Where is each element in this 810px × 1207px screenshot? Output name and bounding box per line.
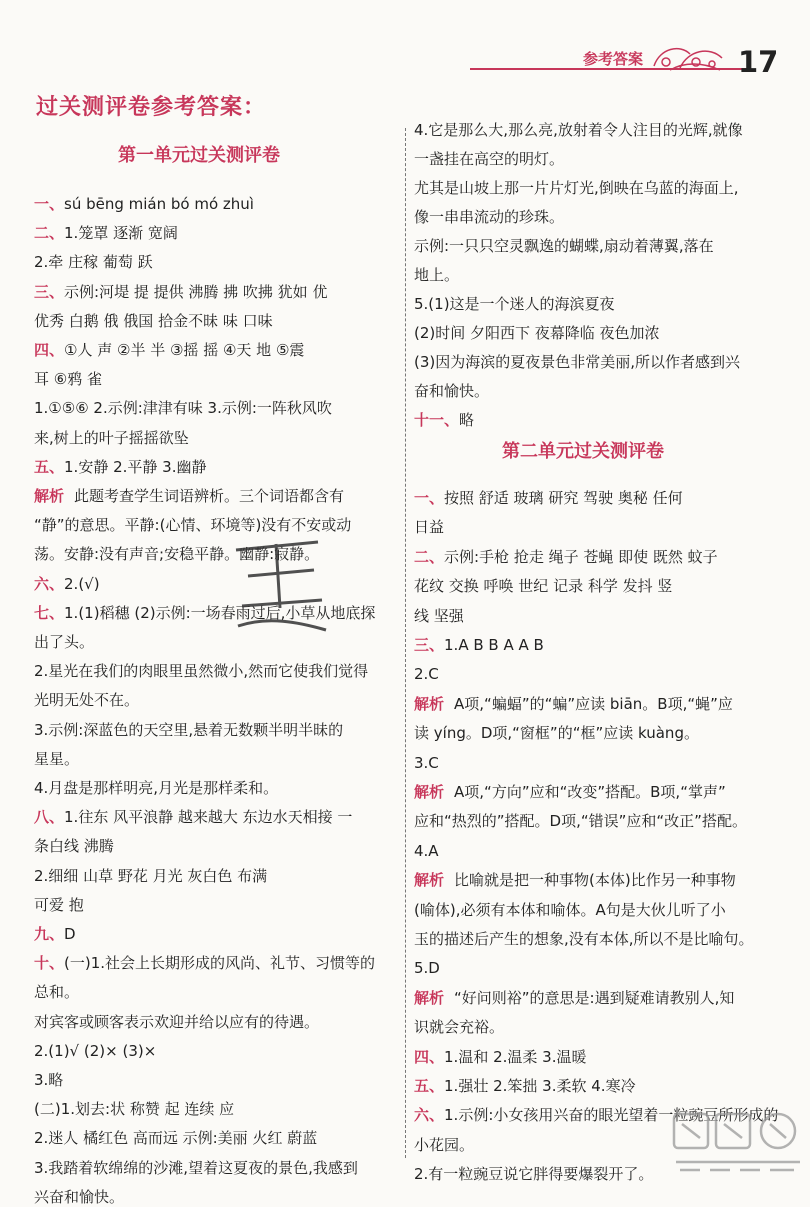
answer-text: “静”的意思。平静:(心情、环境等)没有不安或动 (34, 516, 352, 535)
left-line (34, 1187, 124, 1207)
answer-text: D (64, 925, 76, 943)
left-line (34, 223, 178, 243)
right-line (414, 841, 439, 861)
right-top-line (414, 120, 743, 140)
stamp-seal-icon (218, 530, 338, 660)
answer-text: sú bēng mián bó mó zhuì (64, 195, 254, 213)
swirl-decoration-icon (650, 40, 728, 74)
left-line (34, 486, 344, 506)
answer-text: 读 yíng。D项,“窗框”的“框”应读 kuàng。 (414, 724, 699, 743)
answer-text: 总和。 (34, 983, 80, 1002)
left-line (34, 895, 84, 915)
question-number: 十一、 (414, 411, 460, 429)
left-line (34, 661, 368, 681)
left-line (34, 632, 94, 652)
answer-text: 1.往东 风平浪静 越来越大 东边水天相接 一 (64, 808, 353, 827)
answer-text: 3.略 (34, 1071, 64, 1089)
left-line (34, 1041, 156, 1061)
left-line (34, 1070, 63, 1090)
question-number: 七、 (34, 603, 65, 622)
right-top-line (414, 381, 489, 401)
question-number: 九、 (34, 925, 65, 943)
left-line (34, 194, 254, 214)
answer-text: 3.C (414, 753, 439, 772)
column-divider (405, 128, 406, 1158)
answer-text: 2.迷人 橘红色 高而远 示例:美丽 火红 蔚蓝 (34, 1129, 318, 1148)
right-line (414, 664, 439, 684)
question-number: 六、 (414, 1106, 445, 1125)
analysis-label: 解析 (414, 694, 445, 713)
right-line (414, 988, 734, 1008)
right-line (414, 1047, 587, 1067)
answer-text: A项,“方向”应和“改变”搭配。B项,“掌声” (454, 783, 726, 801)
answer-text: 5.(1)这是一个迷人的海滨夏夜 (414, 295, 615, 313)
right-line (414, 723, 699, 743)
page-header (0, 0, 810, 90)
analysis-label: 解析 (414, 988, 445, 1007)
answer-text: 可爱 抱 (34, 895, 84, 914)
question-number: 五、 (34, 457, 65, 476)
question-number: 二、 (414, 547, 445, 566)
right-top-line (414, 323, 660, 343)
answer-text: 示例:河堤 提 提供 沸腾 拂 吹拂 犹如 优 (64, 282, 328, 301)
left-line (34, 807, 352, 827)
answer-text: 光明无处不在。 (34, 691, 140, 710)
answer-text: 一盏挂在高空的明灯。 (414, 150, 565, 168)
left-line (34, 340, 304, 360)
left-line (34, 1128, 317, 1148)
right-top-line (414, 265, 459, 285)
answer-text: 小花园。 (414, 1135, 475, 1154)
answer-text: 2.(1)√ (2)× (3)× (34, 1041, 157, 1060)
left-line (34, 924, 76, 944)
answer-text: 应和“热烈的”搭配。D项,“错误”应和“改正”搭配。 (414, 812, 747, 831)
answer-text: 1.强壮 2.笨拙 3.柔软 4.寒冷 (444, 1077, 636, 1095)
answer-text: 星星。 (34, 749, 80, 768)
right-line (414, 1135, 474, 1155)
answer-text: 1.示例:小女孩用兴奋的眼光望着一粒豌豆所形成的 (444, 1106, 779, 1125)
left-line (34, 574, 100, 594)
right-line (414, 1017, 504, 1037)
right-top-line (414, 294, 615, 314)
left-line (34, 953, 375, 973)
answer-text: ①人 声 ②半 半 ③摇 摇 ④天 地 ⑤震 (64, 341, 305, 359)
section-title-unit1: 第一单元过关测评卷 (118, 145, 280, 166)
answer-text: 2.有一粒豌豆说它胖得要爆裂开了。 (414, 1165, 654, 1184)
analysis-label: 解析 (34, 487, 65, 505)
answer-text: (2)时间 夕阳西下 夜幕降临 夜色加浓 (414, 324, 660, 342)
answer-text: (3)因为海滨的夏夜景色非常美丽,所以作者感到兴 (414, 353, 741, 371)
question-number: 三、 (34, 282, 65, 301)
left-line (34, 720, 343, 740)
left-line (34, 749, 79, 769)
right-top-line (414, 352, 740, 372)
right-line (414, 576, 672, 596)
right-top-line (414, 410, 474, 430)
right-line (414, 635, 544, 655)
right-line (414, 870, 736, 890)
right-line (414, 694, 733, 714)
answer-text: 示例:一只只空灵飘逸的蝴蝶,扇动着薄翼,落在 (414, 237, 714, 255)
header-label: 参考答案 (583, 50, 644, 68)
answer-text: 地上。 (414, 266, 460, 284)
right-line (414, 547, 718, 567)
answer-text: 2.牵 庄稼 葡萄 跃 (34, 253, 153, 272)
answer-text: 1.(1)稻穗 (2)示例:一场春雨过后,小草从地底探 (64, 603, 376, 622)
section-title-unit2: 第二单元过关测评卷 (502, 441, 664, 462)
answer-text: 线 坚强 (414, 606, 464, 625)
right-line (414, 517, 444, 537)
answer-text: 4.它是那么大,那么亮,放射着令人注目的光辉,就像 (414, 121, 743, 139)
left-line (34, 311, 273, 331)
answer-text: 2.C (414, 665, 439, 684)
answer-text: 1.安静 2.平静 3.幽静 (64, 457, 207, 476)
right-line (414, 753, 439, 773)
answer-text: 比喻就是把一种事物(本体)比作另一种事物 (454, 871, 736, 890)
left-line (34, 866, 267, 886)
answer-text: 耳 ⑥鸦 雀 (34, 370, 102, 389)
answer-text: 1.①⑤⑥ 2.示例:津津有味 3.示例:一阵秋风吹 (34, 399, 332, 418)
left-line (34, 836, 114, 856)
answer-text: 来,树上的叶子摇摇欲坠 (34, 428, 189, 447)
left-line (34, 252, 153, 272)
answer-text: 像一串串流动的珍珠。 (414, 208, 565, 226)
answer-text: 4.月盘是那样明亮,月光是那样柔和。 (34, 779, 279, 797)
answer-text: 条白线 沸腾 (34, 837, 114, 856)
answer-text: 日益 (414, 518, 445, 537)
right-line (414, 900, 726, 920)
left-line (34, 1012, 319, 1032)
left-line (34, 282, 327, 302)
answer-text: 优秀 白鹅 俄 俄国 拾金不昧 味 口味 (34, 311, 273, 330)
left-line (34, 690, 139, 710)
answer-text: 奋和愉快。 (414, 382, 490, 400)
right-top-line (414, 149, 564, 169)
left-line (34, 1099, 234, 1119)
question-number: 五、 (414, 1077, 445, 1095)
right-line (414, 488, 683, 508)
right-line (414, 782, 726, 802)
answer-text: 兴奋和愉快。 (34, 1187, 125, 1206)
page-number: 17 (738, 45, 779, 79)
answer-text: 4.A (414, 841, 439, 860)
answer-text: 3.示例:深蓝色的天空里,悬着无数颗半明半昧的 (34, 720, 344, 739)
question-number: 六、 (34, 574, 65, 593)
answer-text: 花纹 交换 呼唤 世纪 记录 科学 发抖 竖 (414, 577, 673, 596)
right-line (414, 606, 464, 626)
answer-text: “好问则裕”的意思是:遇到疑难请教别人,知 (454, 988, 735, 1007)
left-line (34, 778, 278, 798)
right-top-line (414, 207, 564, 227)
answer-text: 按照 舒适 玻璃 研究 驾驶 奥秘 任何 (444, 489, 683, 507)
answer-text: 5.D (414, 959, 440, 978)
question-number: 三、 (414, 636, 445, 654)
answer-text: 2.细细 山草 野花 月光 灰白色 布满 (34, 866, 268, 885)
answer-text: 3.我踏着软绵绵的沙滩,望着这夏夜的景色,我感到 (34, 1158, 358, 1177)
answer-text: 出了头。 (34, 633, 95, 651)
answer-text: 示例:手枪 抢走 绳子 苍蝇 即使 既然 蚊子 (444, 547, 718, 566)
left-line (34, 428, 189, 448)
right-line (414, 929, 754, 949)
answer-text: 1.温和 2.温柔 3.温暖 (444, 1047, 587, 1066)
right-line (414, 811, 747, 831)
left-line (34, 1158, 358, 1178)
question-number: 二、 (34, 224, 65, 243)
answer-text: 1.笼罩 逐渐 宽阔 (64, 224, 178, 243)
question-number: 四、 (414, 1047, 445, 1066)
question-number: 十、 (34, 954, 65, 973)
watermark-logo-icon (670, 1108, 806, 1180)
answer-text: 1.A B B A A B (444, 636, 544, 654)
answer-text: 荡。安静:没有声音;安稳平静。幽静:寂静。 (34, 545, 320, 564)
right-line (414, 958, 440, 978)
analysis-label: 解析 (414, 871, 445, 890)
right-top-line (414, 236, 714, 256)
answer-text: (喻体),必须有本体和喻体。A句是大伙儿听了小 (414, 900, 726, 919)
answer-text: 2.(√) (64, 574, 100, 593)
answer-text: 略 (459, 411, 475, 429)
answer-text: 2.星光在我们的肉眼里虽然微小,然而它使我们觉得 (34, 662, 369, 681)
question-number: 一、 (34, 195, 65, 213)
answer-text: 尤其是山坡上那一片片灯光,倒映在乌蓝的海面上, (414, 179, 739, 197)
answer-text: 玉的描述后产生的想象,没有本体,所以不是比喻句。 (414, 930, 754, 948)
answer-text: 对宾客或顾客表示欢迎并给以应有的待遇。 (34, 1012, 320, 1031)
left-line (34, 369, 102, 389)
right-line (414, 1076, 636, 1096)
answer-text: A项,“蝙蝠”的“蝙”应读 biān。B项,“蝇”应 (454, 694, 733, 713)
answer-text: 识就会充裕。 (414, 1018, 505, 1037)
question-number: 八、 (34, 808, 65, 827)
analysis-label: 解析 (414, 783, 445, 801)
answer-text: (一)1.社会上长期形成的风尚、礼节、习惯等的 (64, 954, 376, 973)
right-line (414, 1164, 653, 1184)
main-heading: 过关测评卷参考答案： (36, 95, 267, 120)
answer-text: 此题考查学生词语辨析。三个词语都含有 (74, 487, 345, 505)
right-top-line (414, 178, 739, 198)
left-line (34, 457, 207, 477)
left-line (34, 398, 332, 418)
left-line (34, 982, 79, 1002)
answer-text: (二)1.划去:状 称赞 起 连续 应 (34, 1100, 235, 1119)
question-number: 四、 (34, 341, 65, 359)
question-number: 一、 (414, 489, 445, 507)
